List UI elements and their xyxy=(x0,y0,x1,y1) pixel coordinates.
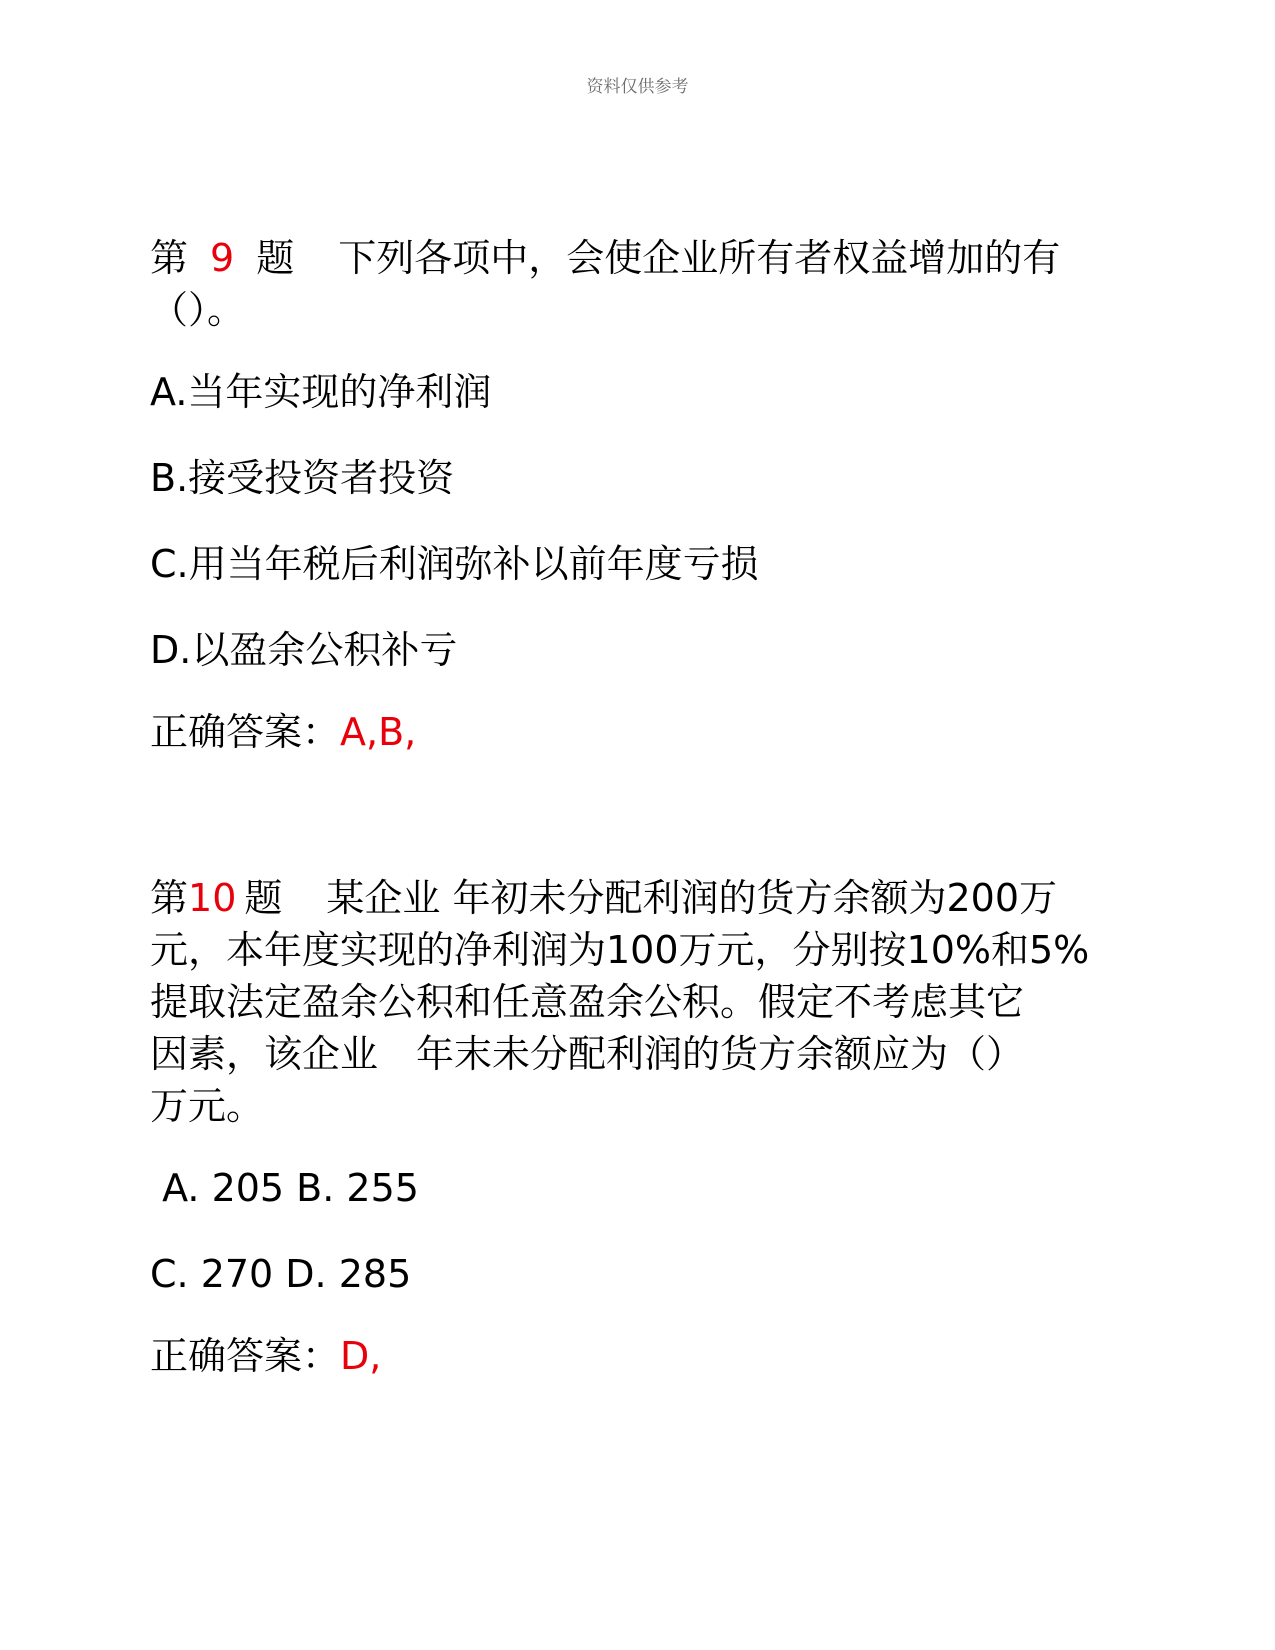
question-10 xyxy=(150,872,1140,1382)
answer-label: 正确答案： xyxy=(150,1334,341,1378)
question-number: 10 xyxy=(188,876,237,920)
option-row-cd: C. 270 D. 285 xyxy=(150,1252,412,1296)
answer-value: A,B, xyxy=(340,710,417,754)
option-d: D.以盈余公积补亏 xyxy=(150,628,458,672)
option-a: A.当年实现的净利润 xyxy=(150,370,492,414)
question-10-stem-line-5: 万元。 xyxy=(150,1084,265,1128)
question-prefix: 第 xyxy=(150,876,189,920)
question-9-stem-line-1 xyxy=(150,232,1140,284)
question-stem: 下列各项中，会使企业所有者权益增加的有 xyxy=(338,236,1061,280)
question-prefix: 第 xyxy=(150,236,189,280)
answer-line xyxy=(150,706,1140,758)
option-row-ab: A. 205 B. 255 xyxy=(150,1166,419,1210)
option-b: B.接受投资者投资 xyxy=(150,456,455,500)
question-10-stem-line-2: 元，本年度实现的净利润为100万元，分别按10%和5% xyxy=(150,928,1090,972)
question-suffix: 题 xyxy=(244,876,283,920)
answer-value: D, xyxy=(340,1334,382,1378)
option-c: C.用当年税后利润弥补以前年度亏损 xyxy=(150,542,759,586)
question-10-stem-line-3: 提取法定盈余公积和任意盈余公积。假定不考虑其它 xyxy=(150,980,1025,1024)
answer-label: 正确答案： xyxy=(150,710,341,754)
question-10-stem-line-4: 因素，该企业 年末未分配利润的货方余额应为（） xyxy=(150,1032,1025,1076)
page-header: 资料仅供参考 xyxy=(586,77,689,97)
question-number: 9 xyxy=(210,236,235,280)
question-9-stem-line-2: （）。 xyxy=(150,288,246,332)
question-9 xyxy=(150,232,1140,758)
question-suffix: 题 xyxy=(256,236,295,280)
question-stem: 某企业 年初未分配利润的货方余额为200万 xyxy=(326,876,1058,920)
answer-line xyxy=(150,1330,1140,1382)
question-10-stem-line-1 xyxy=(150,872,1140,924)
